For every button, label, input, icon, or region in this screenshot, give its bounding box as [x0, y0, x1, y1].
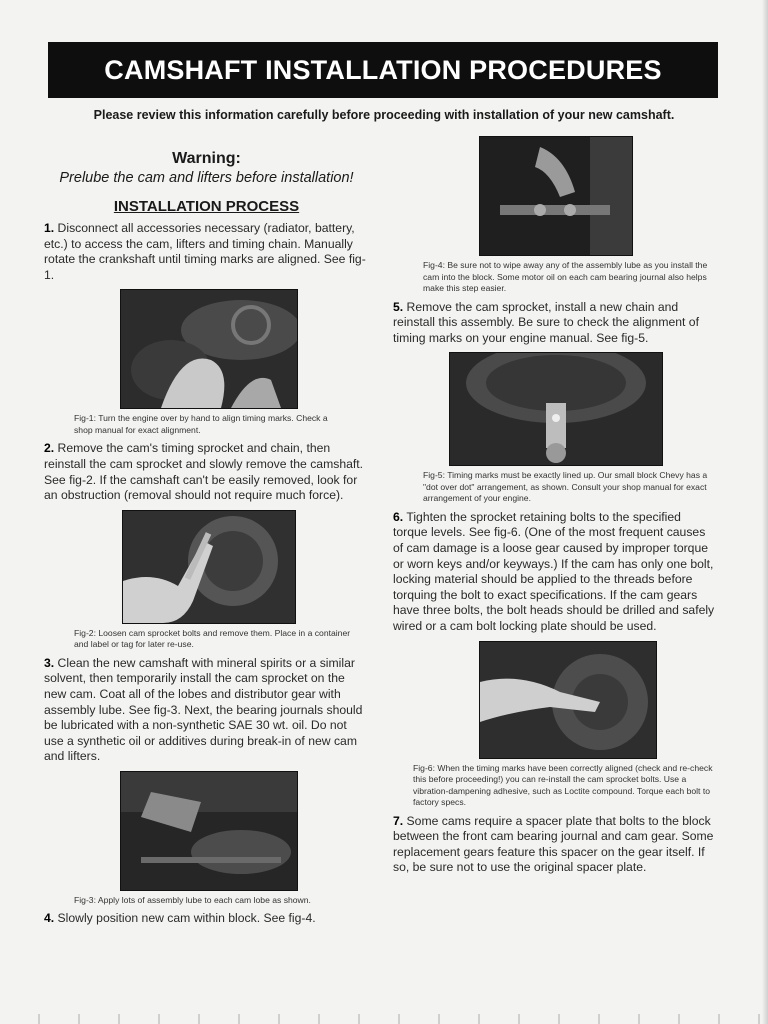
step-4: 4. Slowly position new cam within block. See fig-4.: [44, 911, 316, 926]
figure-1-photo: [120, 289, 298, 409]
figure-1-caption: Fig-1: Turn the engine over by hand to align timing marks. Check a shop manual for exact alignment.: [74, 413, 328, 435]
step-5: 5. Remove the cam sprocket, install a new chain and reinstall this assembly. Be sure to check the alignment of timing marks on your engine manual. See fig-5.: [393, 299, 699, 345]
figure-4-photo: [479, 136, 633, 256]
step-1: 1. Disconnect all accessories necessary (radiator, battery, etc.) to access the cam, lifters and timing chain. Manually rotate the crankshaft until timing marks are aligned. See fig-1.: [44, 221, 366, 282]
figure-5-caption: Fig-5: Timing marks must be exactly lined up. Our small block Chevy has a "dot over dot" arrangement, as shown. Consult your shop manual for exact arrangement of your engine.: [423, 470, 708, 504]
scan-right-edge: [762, 0, 768, 1024]
step-3: 3. Clean the new camshaft with mineral spirits or a similar solvent, then temporarily install the cam sprocket on the new cam. Coat all of the lobes and distributor gear with assembly lube. See fig-3. Next, the bearing journals should be lubricated with a non-synthetic SAE 30 wt. oil. Do not use a synthetic oil or additives during break-in of new cam and lifters.: [44, 655, 363, 764]
warning-text: Prelube the cam and lifters before installation!: [59, 170, 354, 186]
figure-3-photo: [120, 771, 298, 891]
right-column: [393, 136, 718, 882]
figure-5-photo: [449, 352, 663, 466]
warning-heading: Warning:: [172, 150, 241, 167]
step-2: 2. Remove the cam's timing sprocket and chain, then reinstall the cam sprocket and slowly remove the camshaft. See fig-2. If the camshaft can't be easily removed, look for an obstruction (removal should not require much force).: [44, 441, 364, 503]
figure-2-photo: [122, 510, 296, 624]
left-column: [44, 150, 369, 933]
figure-6-photo: [479, 641, 657, 759]
intro-text: Please review this information carefully before proceeding with installation of your new camshaft.: [93, 108, 675, 122]
figure-6-caption: Fig-6: When the timing marks have been correctly aligned (check and re-check this before proceeding!) you can re-install the cam sprocket bolts. Use a vibration-dampening adhesive, such as Loctite compound. Torque each bolt to factory specs.: [413, 762, 713, 808]
step-6: 6. Tighten the sprocket retaining bolts to the specified torque levels. See fig-6. (One of the most frequent causes of cam damage is a loose gear caused by improper torque or worn keys and/or keyways.) If the cam has only one bolt, locking material should be applied to the threads before torquing the bolt to exact specifications. If the cam gears have three bolts, the bolt heads should be drilled and safely wired or a cam bolt locking plate should be used.: [393, 509, 715, 633]
figure-4-caption: Fig-4: Be sure not to wipe away any of the assembly lube as you install the cam into the block. Some motor oil on each cam bearing journal also helps make this step easier.: [423, 260, 708, 293]
figure-2-caption: Fig-2: Loosen cam sprocket bolts and remove them. Place in a container and label or tag for later re-use.: [74, 627, 351, 650]
section-title: INSTALLATION PROCESS: [113, 198, 300, 215]
page-title: CAMSHAFT INSTALLATION PROCEDURES: [48, 42, 718, 98]
step-7: 7. Some cams require a spacer plate that bolts to the block between the front cam bearing journal and cam gear. Some replacement gears feature this spacer on the gear itself. If so, be sure not to use the original spacer plate.: [393, 813, 714, 875]
figure-3-caption: Fig-3: Apply lots of assembly lube to each cam lobe as shown.: [74, 894, 311, 905]
scan-bottom-edge: [0, 1014, 768, 1024]
